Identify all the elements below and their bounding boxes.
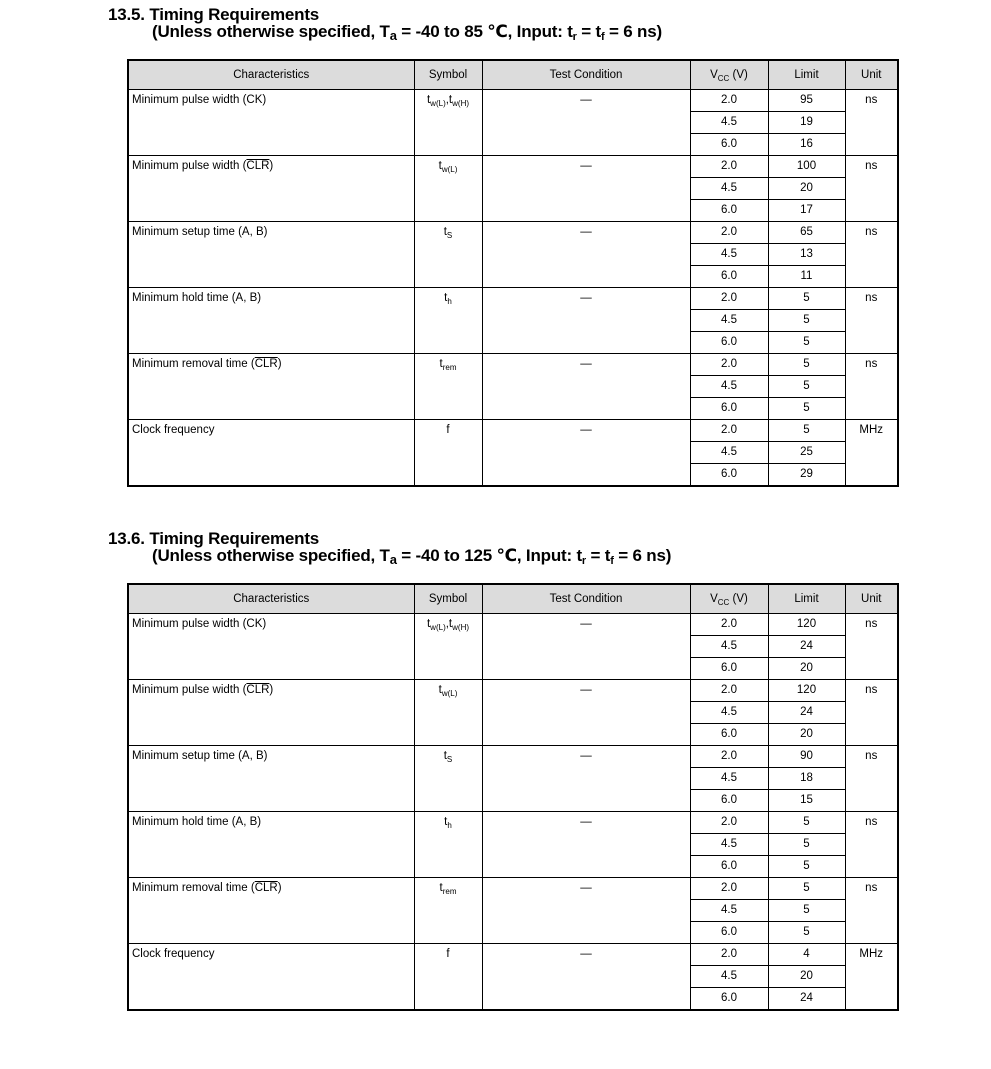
symbol-base: f (446, 948, 450, 960)
symbol-base: t (443, 750, 447, 762)
characteristic-suffix: ) (277, 358, 282, 370)
characteristic-label: Minimum pulse width ( (132, 684, 247, 696)
col-header-symbol: Symbol (414, 60, 482, 90)
vcc-cell: 4.5 (690, 178, 768, 200)
symbol-cell (414, 680, 482, 746)
characteristic-label: Minimum hold time (A, B) (132, 816, 262, 828)
symbol-base: f (446, 424, 450, 436)
limit-cell: 13 (768, 244, 845, 266)
vcc-cell: 6.0 (690, 332, 768, 354)
vcc-cell: 6.0 (690, 856, 768, 878)
symbol-base: t (426, 618, 431, 630)
symbol-cell (414, 354, 482, 420)
symbol-subscript: w(L) (430, 623, 446, 632)
section-number: 13.5. (108, 5, 145, 24)
vcc-cell: 2.0 (690, 90, 768, 112)
vcc-cell: 2.0 (690, 354, 768, 376)
vcc-cell: 4.5 (690, 834, 768, 856)
symbol-subscript: h (447, 821, 452, 830)
vcc-cell: 4.5 (690, 966, 768, 988)
symbol-tail: ,t (445, 618, 453, 630)
test-condition-cell: — (482, 288, 690, 354)
table-row (128, 288, 898, 310)
limit-cell: 25 (768, 442, 845, 464)
test-condition-cell: — (482, 90, 690, 156)
characteristic-cell (128, 288, 414, 354)
characteristic-cell (128, 812, 414, 878)
vcc-cell: 4.5 (690, 636, 768, 658)
overline-signal: $\overline{CLR}$ (254, 882, 278, 894)
unit-cell: ns (845, 222, 898, 288)
vcc-cell: 6.0 (690, 398, 768, 420)
characteristic-cell (128, 944, 414, 1011)
characteristic-cell (128, 354, 414, 420)
unit-cell: ns (845, 90, 898, 156)
unit-cell: ns (845, 680, 898, 746)
limit-cell: 5 (768, 288, 845, 310)
limit-cell: 5 (768, 856, 845, 878)
characteristic-suffix: ) (277, 882, 282, 894)
unit-cell: ns (845, 746, 898, 812)
limit-cell: 17 (768, 200, 845, 222)
symbol-subscript: w(L) (441, 165, 458, 174)
characteristic-cell (128, 156, 414, 222)
section-number: 13.6. (108, 529, 145, 548)
unit-cell: ns (845, 878, 898, 944)
col-header-limit: Limit (768, 584, 845, 614)
limit-cell: 65 (768, 222, 845, 244)
limit-cell: 5 (768, 376, 845, 398)
symbol-base: t (438, 160, 442, 172)
vcc-cell: 4.5 (690, 376, 768, 398)
symbol-cell (414, 420, 482, 487)
test-condition-cell: — (482, 812, 690, 878)
test-condition-cell: — (482, 614, 690, 680)
unit-cell: ns (845, 354, 898, 420)
limit-cell: 5 (768, 922, 845, 944)
vcc-cell: 2.0 (690, 812, 768, 834)
col-header-test-condition: Test Condition (482, 60, 690, 90)
unit-cell: MHz (845, 944, 898, 1011)
overline-signal: $\overline{CLR}$ (246, 684, 270, 696)
limit-cell: 5 (768, 398, 845, 420)
limit-cell: 24 (768, 636, 845, 658)
limit-cell: 5 (768, 310, 845, 332)
symbol-base: t (444, 292, 448, 304)
symbol-base: t (444, 816, 448, 828)
symbol-subscript-2: w(H) (452, 99, 470, 108)
table-row (128, 90, 898, 112)
limit-cell: 29 (768, 464, 845, 487)
limit-cell: 5 (768, 812, 845, 834)
table-row (128, 680, 898, 702)
symbol-cell (414, 878, 482, 944)
limit-cell: 20 (768, 966, 845, 988)
unit-cell: MHz (845, 420, 898, 487)
symbol-cell (414, 812, 482, 878)
limit-cell: 16 (768, 134, 845, 156)
characteristic-cell (128, 420, 414, 487)
symbol-cell (414, 288, 482, 354)
symbol-cell (414, 944, 482, 1011)
test-condition-cell: — (482, 944, 690, 1011)
characteristic-label: Minimum setup time (A, B) (132, 226, 268, 238)
unit-cell: ns (845, 156, 898, 222)
limit-cell: 120 (768, 680, 845, 702)
limit-cell: 11 (768, 266, 845, 288)
table-row (128, 944, 898, 966)
table-row (128, 614, 898, 636)
vcc-cell: 2.0 (690, 680, 768, 702)
vcc-cell: 2.0 (690, 746, 768, 768)
limit-cell: 15 (768, 790, 845, 812)
test-condition-cell: — (482, 420, 690, 487)
limit-cell: 5 (768, 354, 845, 376)
vcc-cell: 6.0 (690, 464, 768, 487)
timing-table (127, 583, 899, 1011)
vcc-cell: 4.5 (690, 112, 768, 134)
col-header-unit: Unit (845, 60, 898, 90)
vcc-cell: 4.5 (690, 702, 768, 724)
vcc-cell: 6.0 (690, 922, 768, 944)
limit-cell: 24 (768, 988, 845, 1011)
limit-cell: 20 (768, 178, 845, 200)
col-header-characteristics: Characteristics (128, 60, 414, 90)
limit-cell: 100 (768, 156, 845, 178)
limit-cell: 120 (768, 614, 845, 636)
vcc-cell: 2.0 (690, 222, 768, 244)
col-header-vcc: $V_{CC}$ (V) (690, 60, 768, 90)
vcc-cell: 6.0 (690, 200, 768, 222)
symbol-subscript: rem (442, 887, 457, 896)
limit-cell: 5 (768, 900, 845, 922)
vcc-cell: 6.0 (690, 724, 768, 746)
table-row (128, 420, 898, 442)
limit-cell: 90 (768, 746, 845, 768)
symbol-base: t (443, 226, 447, 238)
section-condition: (Unless otherwise specified, $T_a = -40$ to 125 ℃, Input: $t_r = t_f = 6$ ns) (152, 546, 672, 567)
col-header-characteristics: Characteristics (128, 584, 414, 614)
characteristic-suffix: ) (269, 684, 274, 696)
characteristic-label: Minimum removal time ( (132, 882, 255, 894)
unit-cell: ns (845, 812, 898, 878)
characteristic-cell (128, 614, 414, 680)
vcc-cell: 2.0 (690, 614, 768, 636)
vcc-cell: 4.5 (690, 900, 768, 922)
test-condition-cell: — (482, 354, 690, 420)
symbol-subscript: h (447, 297, 452, 306)
symbol-cell (414, 90, 482, 156)
symbol-subscript: S (446, 231, 453, 240)
characteristic-label: Clock frequency (132, 948, 215, 960)
symbol-subscript: w(L) (430, 99, 446, 108)
section-title: Timing Requirements (149, 5, 320, 24)
test-condition-cell: — (482, 222, 690, 288)
table-header-row (128, 60, 898, 90)
test-condition-cell: — (482, 156, 690, 222)
test-condition-cell: — (482, 878, 690, 944)
characteristic-suffix: ) (269, 160, 274, 172)
characteristic-label: Minimum removal time ( (132, 358, 255, 370)
table-row (128, 878, 898, 900)
characteristic-label: Minimum pulse width (CK) (132, 618, 267, 630)
test-condition-cell: — (482, 680, 690, 746)
vcc-cell: 6.0 (690, 134, 768, 156)
col-header-test-condition: Test Condition (482, 584, 690, 614)
section-title: Timing Requirements (149, 529, 320, 548)
characteristic-cell (128, 878, 414, 944)
characteristic-label: Minimum pulse width ( (132, 160, 247, 172)
vcc-cell: 2.0 (690, 156, 768, 178)
symbol-subscript: w(L) (441, 689, 458, 698)
limit-cell: 95 (768, 90, 845, 112)
col-header-symbol: Symbol (414, 584, 482, 614)
table-row (128, 354, 898, 376)
characteristic-label: Minimum pulse width (CK) (132, 94, 267, 106)
symbol-subscript-2: w(H) (452, 623, 470, 632)
limit-cell: 24 (768, 702, 845, 724)
limit-cell: 5 (768, 878, 845, 900)
characteristic-cell (128, 746, 414, 812)
overline-signal: $\overline{CLR}$ (254, 358, 278, 370)
characteristic-cell (128, 90, 414, 156)
vcc-cell: 2.0 (690, 288, 768, 310)
vcc-cell: 6.0 (690, 266, 768, 288)
limit-cell: 20 (768, 658, 845, 680)
symbol-cell (414, 222, 482, 288)
characteristic-label: Clock frequency (132, 424, 215, 436)
vcc-cell: 4.5 (690, 442, 768, 464)
characteristic-cell (128, 680, 414, 746)
limit-cell: 19 (768, 112, 845, 134)
vcc-cell: 2.0 (690, 420, 768, 442)
symbol-cell (414, 156, 482, 222)
table-header-row (128, 584, 898, 614)
vcc-cell: 4.5 (690, 768, 768, 790)
vcc-cell: 6.0 (690, 790, 768, 812)
symbol-cell (414, 614, 482, 680)
table-row (128, 156, 898, 178)
timing-table (127, 59, 899, 487)
limit-cell: 20 (768, 724, 845, 746)
table-row (128, 222, 898, 244)
vcc-cell: 6.0 (690, 658, 768, 680)
symbol-base: t (426, 94, 431, 106)
section-heading (108, 5, 662, 43)
table-row (128, 746, 898, 768)
limit-cell: 5 (768, 332, 845, 354)
table-row (128, 812, 898, 834)
section-condition: (Unless otherwise specified, $T_a = -40$ to 85 ℃, Input: $t_r = t_f = 6$ ns) (152, 22, 662, 43)
col-header-unit: Unit (845, 584, 898, 614)
symbol-cell (414, 746, 482, 812)
vcc-cell: 2.0 (690, 878, 768, 900)
test-condition-cell: — (482, 746, 690, 812)
col-header-vcc: $V_{CC}$ (V) (690, 584, 768, 614)
symbol-base: t (438, 684, 442, 696)
symbol-base: t (439, 882, 443, 894)
section-heading (108, 529, 672, 567)
limit-cell: 4 (768, 944, 845, 966)
characteristic-cell (128, 222, 414, 288)
limit-cell: 5 (768, 834, 845, 856)
unit-cell: ns (845, 288, 898, 354)
col-header-limit: Limit (768, 60, 845, 90)
limit-cell: 18 (768, 768, 845, 790)
vcc-cell: 2.0 (690, 944, 768, 966)
overline-signal: $\overline{CLR}$ (246, 160, 270, 172)
vcc-cell: 6.0 (690, 988, 768, 1011)
limit-cell: 5 (768, 420, 845, 442)
vcc-cell: 4.5 (690, 244, 768, 266)
symbol-tail: ,t (445, 94, 453, 106)
symbol-subscript: S (446, 755, 453, 764)
characteristic-label: Minimum setup time (A, B) (132, 750, 268, 762)
symbol-base: t (439, 358, 443, 370)
symbol-subscript: rem (442, 363, 457, 372)
vcc-cell: 4.5 (690, 310, 768, 332)
unit-cell: ns (845, 614, 898, 680)
characteristic-label: Minimum hold time (A, B) (132, 292, 262, 304)
